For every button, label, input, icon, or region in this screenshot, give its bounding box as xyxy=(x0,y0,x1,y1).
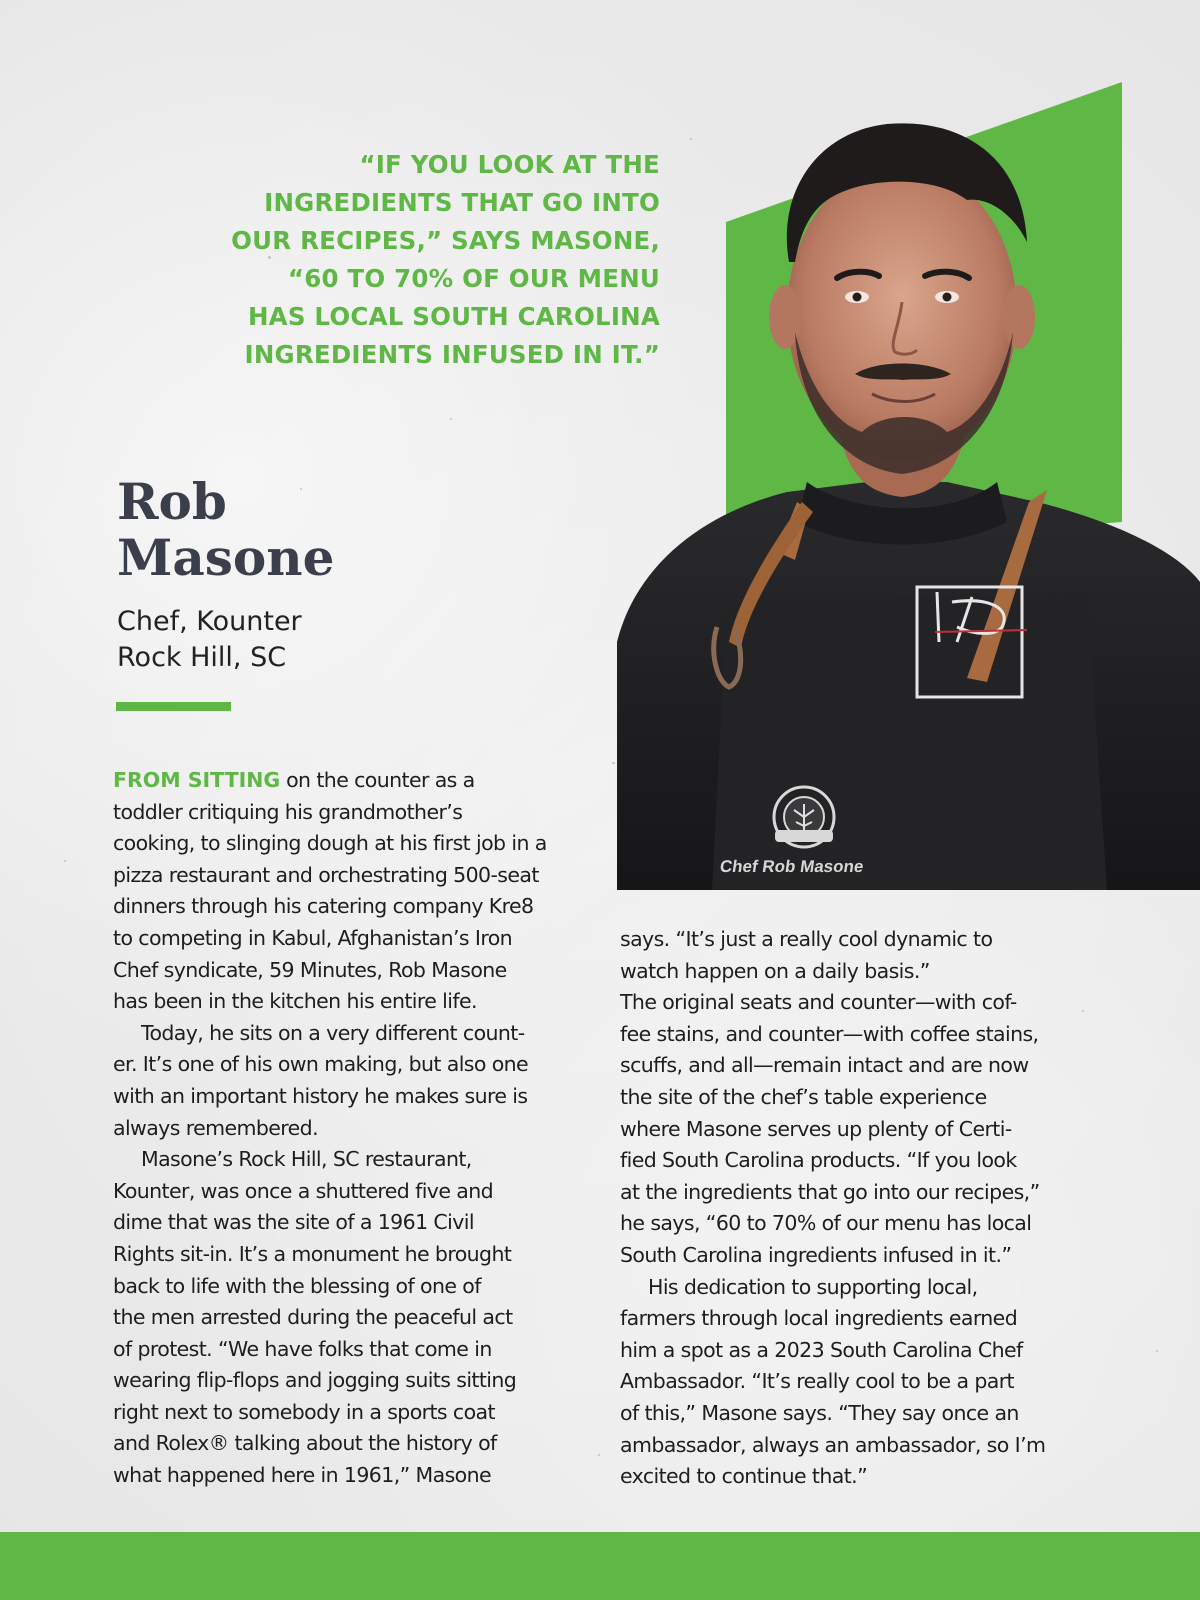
article-line: fee stains, and counter—with coffee stains, xyxy=(620,1021,1039,1046)
footer-green-bar xyxy=(0,1532,1200,1600)
article-line: to competing in Kabul, Afghanistan’s Iron xyxy=(113,925,513,950)
article-line: him a spot as a 2023 South Carolina Chef xyxy=(620,1337,1023,1362)
article-line: has been in the kitchen his entire life. xyxy=(113,989,477,1014)
article-line: Chef syndicate, 59 Minutes, Rob Masone xyxy=(113,957,507,982)
pull-quote-line: “60 TO 70% OF OUR MENU xyxy=(287,264,660,293)
article-line: toddler critiquing his grandmother’s xyxy=(113,799,463,824)
article-line: er. It’s one of his own making, but also one xyxy=(113,1052,529,1077)
article-column-left xyxy=(113,765,583,1492)
pull-quote-line: INGREDIENTS INFUSED IN IT.” xyxy=(244,340,660,369)
article-line: pizza restaurant and orchestrating 500-seat xyxy=(113,862,539,887)
article-line: His dedication to supporting local, xyxy=(648,1274,978,1299)
pull-quote-line: HAS LOCAL SOUTH CAROLINA xyxy=(247,302,660,331)
article-line-text: on the counter as a xyxy=(280,768,475,792)
article-line: Rights sit-in. It’s a monument he brought xyxy=(113,1241,512,1266)
article-line: back to life with the blessing of one of xyxy=(113,1273,481,1298)
article-line: Kounter, was once a shuttered five and xyxy=(113,1178,494,1203)
article-line: excited to continue that.” xyxy=(620,1464,868,1489)
article-line: with an important history he makes sure is xyxy=(113,1083,528,1108)
article-lead: FROM SITTING xyxy=(113,768,281,792)
pull-quote xyxy=(215,146,660,374)
chef-name xyxy=(117,474,334,586)
article-line: ambassador, always an ambassador, so I’m xyxy=(620,1432,1046,1457)
article-line: Masone’s Rock Hill, SC restaurant, xyxy=(141,1147,472,1172)
article-line: farmers through local ingredients earned xyxy=(620,1306,1018,1331)
last-name: Masone xyxy=(117,528,335,587)
article-line: dime that was the site of a 1961 Civil xyxy=(113,1210,474,1235)
article-line: always remembered. xyxy=(113,1115,319,1140)
chef-portrait xyxy=(617,82,1200,890)
article-line: cooking, to slinging dough at his first job in a xyxy=(113,831,547,856)
apron xyxy=(712,592,1107,890)
article-line: the men arrested during the peaceful act xyxy=(113,1305,513,1330)
article-line: scuffs, and all—remain intact and are now xyxy=(620,1053,1029,1078)
article-line: Ambassador. “It’s really cool to be a part xyxy=(620,1369,1014,1394)
chef-ambassador-badge-icon xyxy=(774,787,834,847)
article-line: Today, he sits on a very different count- xyxy=(141,1020,525,1045)
article-column-right xyxy=(620,924,1090,1493)
photo-caption: Chef Rob Masone xyxy=(718,857,865,876)
article-line: dinners through his catering company Kre8 xyxy=(113,894,534,919)
article-line: the site of the chef’s table experience xyxy=(620,1084,987,1109)
chef-title: Chef, Kounter xyxy=(117,606,302,637)
chef-location: Rock Hill, SC xyxy=(117,642,287,673)
article-line: he says, “60 to 70% of our menu has local xyxy=(620,1211,1032,1236)
article-line: right next to somebody in a sports coat xyxy=(113,1399,495,1424)
article-line: of protest. “We have folks that come in xyxy=(113,1336,492,1361)
article-line: of this,” Masone says. “They say once an xyxy=(620,1400,1019,1425)
first-name: Rob xyxy=(117,472,227,531)
article-line: what happened here in 1961,” Masone xyxy=(113,1463,492,1488)
article-line: at the ingredients that go into our recipes,” xyxy=(620,1179,1040,1204)
pull-quote-line: OUR RECIPES,” SAYS MASONE, xyxy=(231,226,660,255)
article-line: and Rolex® talking about the history of xyxy=(113,1431,497,1456)
article-line: says. “It’s just a really cool dynamic to xyxy=(620,927,993,951)
article-line: wearing flip-flops and jogging suits sitting xyxy=(113,1368,517,1393)
chef-details xyxy=(117,604,302,676)
article-line: watch happen on a daily basis.” xyxy=(620,958,930,983)
article-line: fied South Carolina products. “If you look xyxy=(620,1148,1017,1173)
pull-quote-line: INGREDIENTS THAT GO INTO xyxy=(264,188,660,217)
article-line: where Masone serves up plenty of Certi- xyxy=(620,1116,1012,1141)
article-line xyxy=(113,765,583,797)
accent-rule xyxy=(116,702,231,711)
pull-quote-line: “IF YOU LOOK AT THE xyxy=(359,150,660,179)
article-line: South Carolina ingredients infused in it.” xyxy=(620,1242,1012,1267)
article-line: The original seats and counter—with cof- xyxy=(620,990,1017,1015)
